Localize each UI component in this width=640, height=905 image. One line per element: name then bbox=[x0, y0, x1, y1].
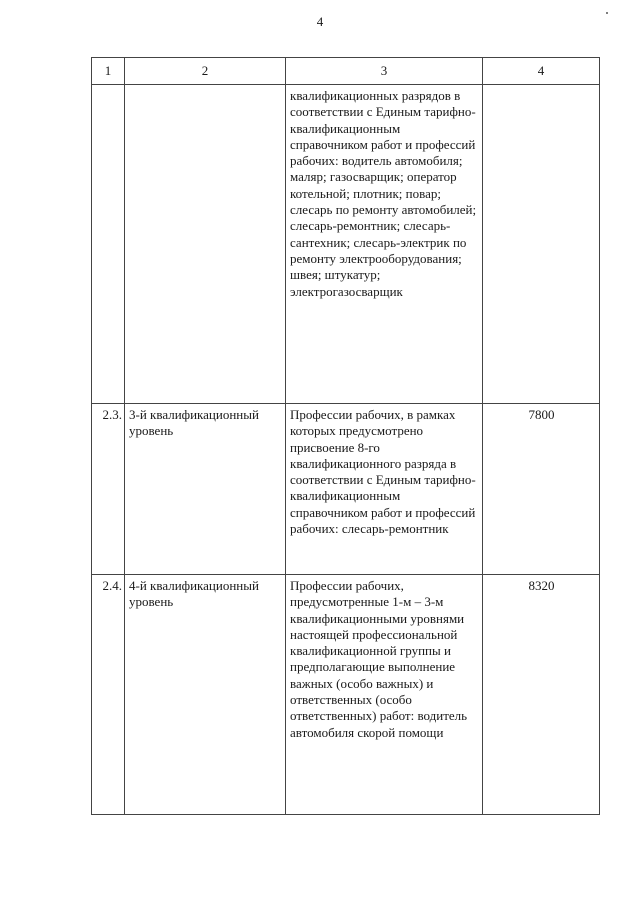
qualification-table bbox=[91, 57, 600, 815]
row-number-cell bbox=[92, 575, 125, 815]
row-number bbox=[92, 85, 124, 88]
row-number-cell bbox=[92, 404, 125, 575]
row-number-cell bbox=[92, 85, 125, 404]
description-cell bbox=[286, 575, 483, 815]
salary-cell bbox=[483, 85, 600, 404]
level-cell bbox=[125, 404, 286, 575]
level-name: 4-й квалификационный уровень bbox=[129, 578, 259, 610]
row-number: 2.4. bbox=[102, 578, 122, 593]
table-header-row bbox=[92, 58, 600, 85]
header-col-4: 4 bbox=[483, 58, 600, 85]
header-col-1: 1 bbox=[92, 58, 125, 85]
level-name bbox=[125, 85, 285, 88]
table-row bbox=[92, 404, 600, 575]
level-cell bbox=[125, 85, 286, 404]
description-text: Профессии рабочих, предусмотренные 1-м – 3-м квалификационными уровнями настоящей профессиональной квалификационной группы и предполагающие выполнение важных (особо важных) и ответственных (особо ответственных) работ: водитель автомобиля скорой помощи bbox=[290, 578, 468, 740]
scan-speck bbox=[606, 12, 608, 14]
table-row bbox=[92, 85, 600, 404]
salary-value: 7800 bbox=[528, 407, 555, 422]
header-col-2: 2 bbox=[125, 58, 286, 85]
table-row bbox=[92, 575, 600, 815]
salary-cell bbox=[483, 404, 600, 575]
page-number: 4 bbox=[316, 14, 324, 29]
description-cell bbox=[286, 404, 483, 575]
row-number: 2.3. bbox=[102, 407, 122, 422]
level-name: 3-й квалификационный уровень bbox=[129, 407, 259, 439]
salary-cell bbox=[483, 575, 600, 815]
salary-value bbox=[483, 85, 599, 88]
description-cell bbox=[286, 85, 483, 404]
description-text: квалификационных разрядов в соответствии с Единым тарифно-квалификационным справочником работ и профессий рабочих: водитель автомобиля; маляр; газосварщик; оператор котельной; плотник; повар; слесарь по ремонту автомобилей; слесарь-ремонтник; слесарь-сантехник; слесарь-электрик по ремонту электрооборудования; швея; штукатур; электрогазосварщик bbox=[290, 88, 477, 299]
salary-value: 8320 bbox=[528, 578, 555, 593]
description-text: Профессии рабочих, в рамках которых предусмотрено присвоение 8-го квалификационного разряда в соответствии с Единым тарифно-квалификационным справочником работ и профессий рабочих: слесарь-ремонтник bbox=[290, 407, 476, 537]
header-col-3: 3 bbox=[286, 58, 483, 85]
level-cell bbox=[125, 575, 286, 815]
